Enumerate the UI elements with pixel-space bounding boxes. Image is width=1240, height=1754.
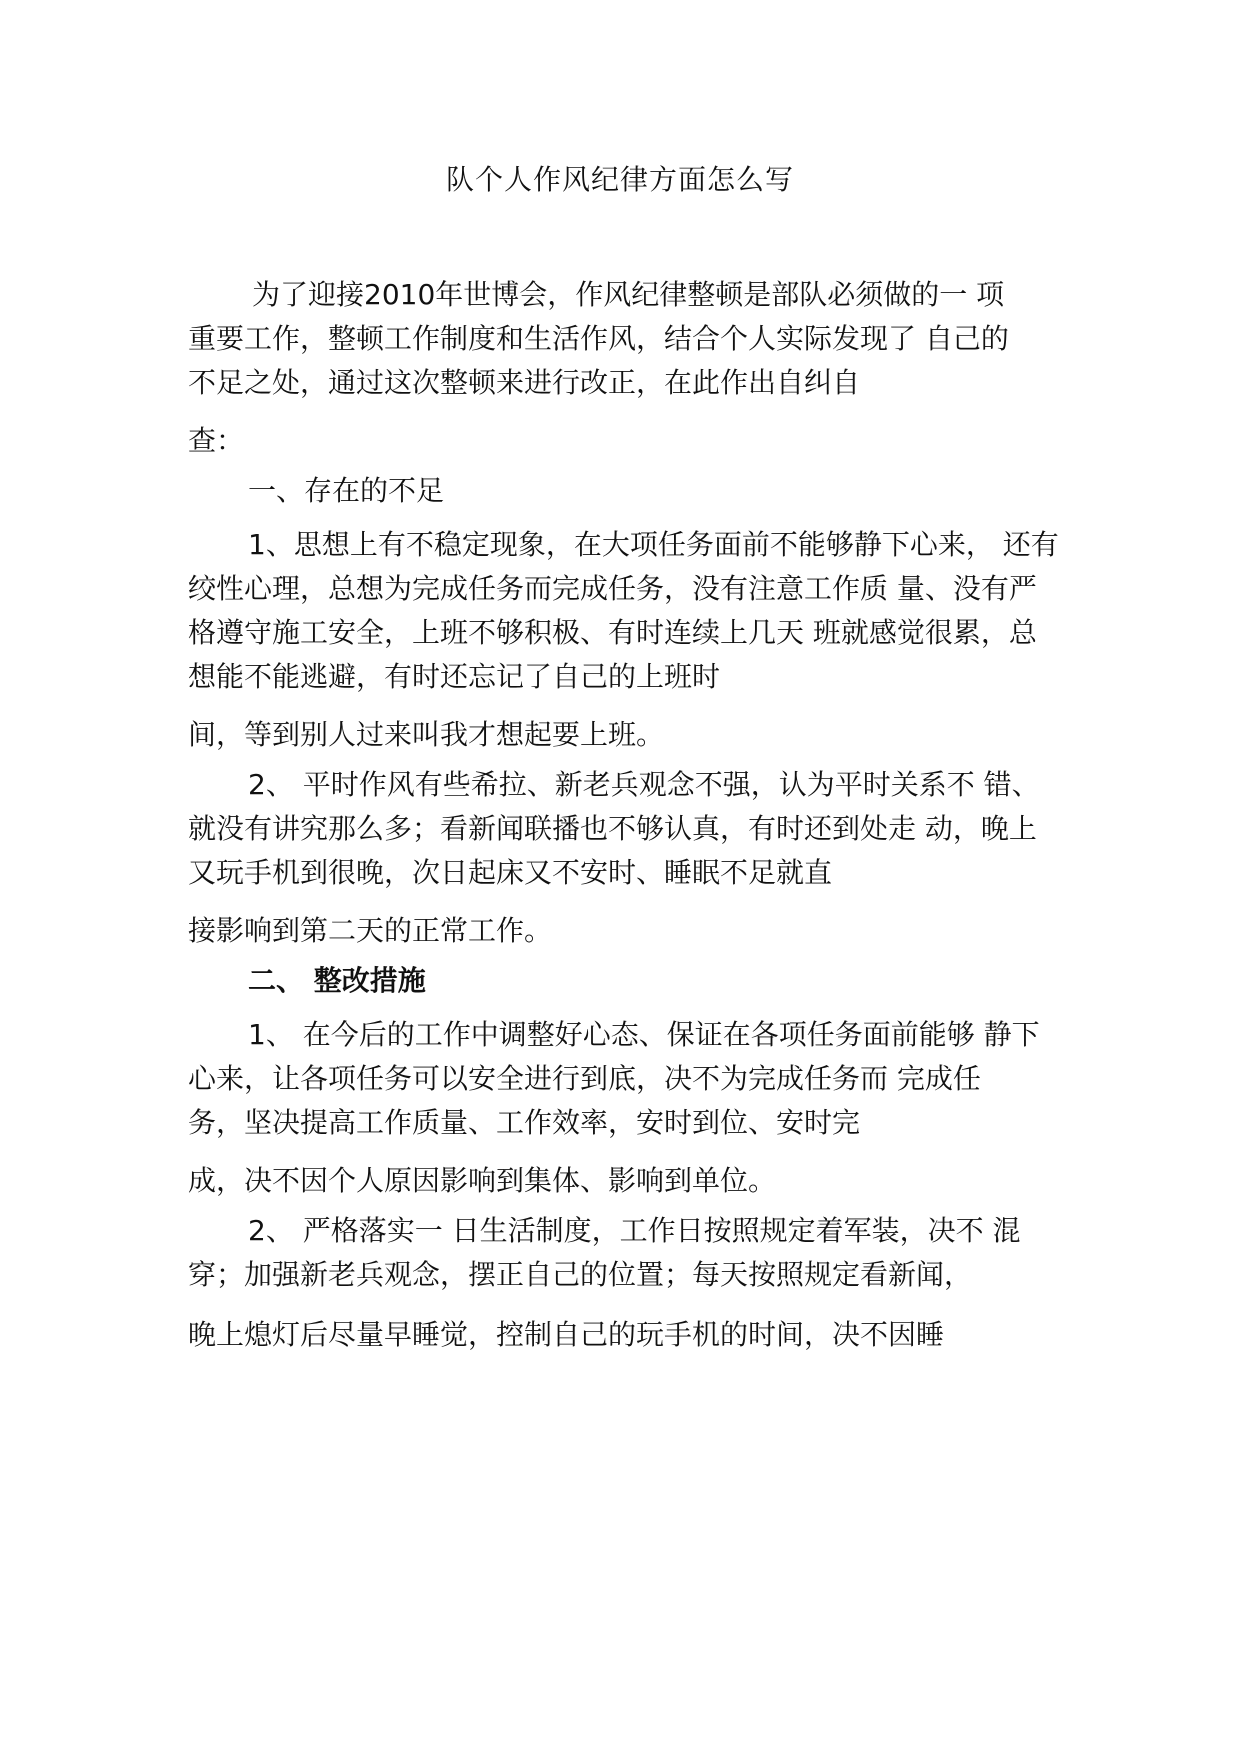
paragraph-line: 绞性心理，总想为完成任务而完成任务，没有注意工作质 量、没有严: [188, 572, 1037, 605]
paragraph-line: 心来，让各项任务可以安全进行到底，决不为完成任务而 完成任: [188, 1062, 981, 1095]
paragraph-line: 又玩手机到很晚，次日起床又不安时、睡眠不足就直: [188, 856, 833, 889]
paragraph-line: 2、 严格落实一 日生活制度，工作日按照规定着军装，决不 混: [248, 1214, 1021, 1247]
paragraph-line: 就没有讲究那么多；看新闻联播也不够认真，有时还到处走 动，晚上: [188, 812, 1037, 845]
section-heading: 一、存在的不足: [248, 474, 445, 507]
paragraph-line: 不足之处，通过这次整顿来进行改正，在此作出自纠自: [188, 366, 861, 399]
paragraph-line: 晚上熄灯后尽量早睡觉，控制自己的玩手机的时间，决不因睡: [188, 1318, 945, 1351]
paragraph-line: 重要工作，整顿工作制度和生活作风，结合个人实际发现了 自己的: [188, 322, 1009, 355]
paragraph-line: 务，坚决提高工作质量、工作效率，安时到位、安时完: [188, 1106, 861, 1139]
section-heading: 二、 整改措施: [248, 964, 426, 997]
paragraph-line: 查：: [188, 424, 245, 457]
paragraph-line: 接影响到第二天的正常工作。: [188, 914, 553, 947]
paragraph-line: 间，等到别人过来叫我才想起要上班。: [188, 718, 665, 751]
paragraph-line: 为了迎接2010年世博会，作风纪律整顿是部队必须做的一 项: [252, 278, 1005, 311]
paragraph-line: 格遵守施工安全，上班不够积极、有时连续上几天 班就感觉很累，总: [188, 616, 1037, 649]
paragraph-line: 成，决不因个人原因影响到集体、影响到单位。: [188, 1164, 777, 1197]
document-title: 队个人作风纪律方面怎么写: [445, 163, 794, 196]
paragraph-line: 1、 在今后的工作中调整好心态、保证在各项任务面前能够 静下: [248, 1018, 1040, 1051]
paragraph-line: 想能不能逃避，有时还忘记了自己的上班时: [188, 660, 721, 693]
paragraph-line: 穿；加强新老兵观念，摆正自己的位置；每天按照规定看新闻，: [188, 1258, 973, 1291]
paragraph-line: 1、思想上有不稳定现象，在大项任务面前不能够静下心来， 还有: [248, 528, 1059, 561]
paragraph-line: 2、 平时作风有些希拉、新老兵观念不强，认为平时关系不 错、: [248, 768, 1040, 801]
